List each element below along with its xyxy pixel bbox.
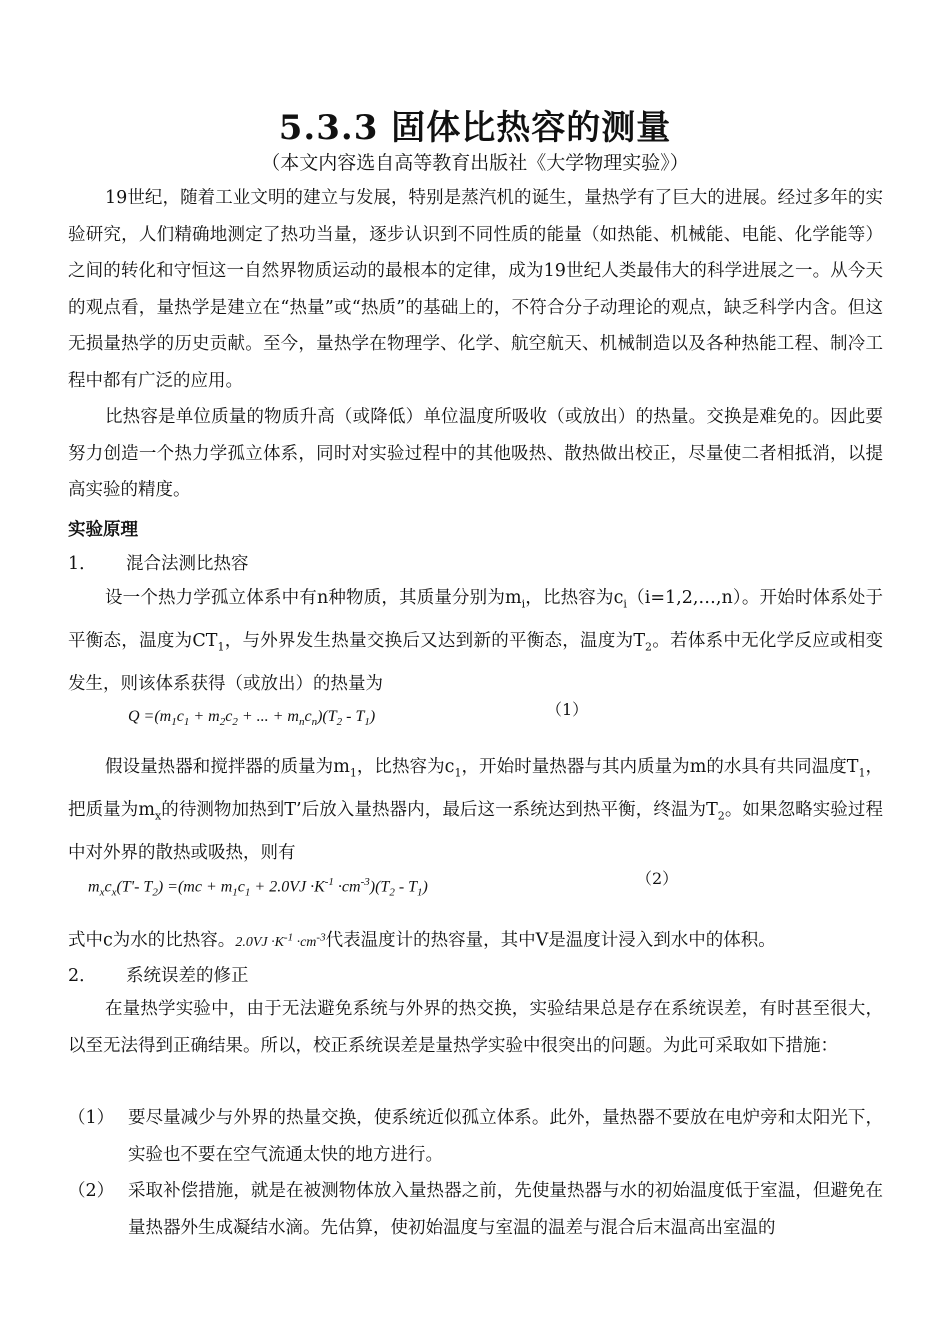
inline-equation: $2.0VJ \cdot K^{-1} \cdot cm^{-3}$ (235, 931, 326, 950)
list-item-number: （2） (68, 1181, 115, 1201)
principle-paragraph: 设一个热力学孤立体系中有n种物质，其质量分别为$m_i$，比热容为$c_i(i=1,2,\dots,n)$。开始时体系处于平衡态，温度为$CT_1$，与外界发生热量交换后又达到新的平衡态，温度为$T_2$。若体系中无化学反应或相变发生，则该体系获得（或放出）的热量为 (68, 588, 884, 694)
assumption-paragraph: 假设量热器和搅拌器的质量为$m_1$，比热容为$c_1$，开始时量热器与其内质量为m的水具有共同温度$T_1$，把质量为$m_x$的待测物加热到T’后放入量热器内，最后这一系统达到热平衡，终温为$T_2$。如果忽略实验过程中对外界的散热或吸热，则有 (68, 757, 884, 863)
list-item (68, 1173, 883, 1246)
page-title: 5.3.3 固体比热容的测量 (278, 108, 672, 148)
list-item-text: 采取补偿措施，就是在被测物体放入量热器之前，先使量热器与水的初始温度低于室温，但避免在量热器外生成凝结水滴。先估算，使初始温度与室温的温差与混合后末温高出室温的 (128, 1181, 883, 1238)
equation-1-number: （1） (546, 700, 589, 719)
item-label: 系统误差的修正 (126, 966, 249, 986)
numbered-heading-1 (68, 550, 249, 575)
page-subtitle: （本文内容选自高等教育出版社《大学物理实验》） (261, 152, 689, 174)
list-item (68, 1100, 883, 1173)
section-heading: 实验原理 (68, 520, 138, 540)
equation-1: $Q =(m_1c_1 + m_2c_2$ + ... + $m_nc_n)(T_2 - T_1)$ (128, 708, 376, 729)
intro-paragraph-1: 19世纪，随着工业文明的建立与发展，特别是蒸汽机的诞生，量热学有了巨大的进展。经过多年的实验研究，人们精确地测定了热功当量，逐步认识到不同性质的能量（如热能、机械能、电能、化学能等）之间的转化和守恒这一自然界物质运动的最根本的定律，成为19世纪人类最伟大的科学进展之一。从今天的观点看，量热学是建立在“热量”或“热质”的基础上的，不符合分子动理论的观点，缺乏科学内含。但这无损量热学的历史贡献。至今，量热学在物理学、化学、航空航天、机械制造以及各种热能工程、制冷工程中都有广泛的应用。 (68, 188, 883, 391)
item-number: 1． (68, 554, 97, 574)
equation-note-paragraph: 式中c为水的比热容。$2.0VJ \cdot K^{-1} \cdot cm^{-3}$代表温度计的热容量，其中V是温度计浸入到水中的体积。 (68, 930, 776, 951)
equation-2: $m_xc_x(T'-$ $T_2) =(mc + m_1c_1 + 2.0VJ \cdot K^{-1} \cdot cm^{-3})(T_2 - T_1)$ (88, 876, 428, 899)
list-item-number: （1） (68, 1108, 115, 1128)
intro-paragraph-2: 比热容是单位质量的物质升高（或降低）单位温度所吸收（或放出）的热量。交换是难免的。因此要努力创造一个热力学孤立体系，同时对实验过程中的其他吸热、散热做出校正，尽量使二者相抵消，以提高实验的精度。 (68, 407, 883, 500)
equation-2-number: （2） (636, 869, 679, 888)
numbered-heading-2 (68, 962, 249, 987)
list-item-text: 要尽量减少与外界的热量交换，使系统近似孤立体系。此外，量热器不要放在电炉旁和太阳光下，实验也不要在空气流通太快的地方进行。 (128, 1108, 883, 1165)
item-number: 2． (68, 966, 97, 986)
error-paragraph: 在量热学实验中，由于无法避免系统与外界的热交换，实验结果总是存在系统误差，有时甚至很大，以至无法得到正确结果。所以，校正系统误差是量热学实验中很突出的问题。为此可采取如下措施： (68, 999, 883, 1056)
item-label: 混合法测比热容 (126, 554, 249, 574)
